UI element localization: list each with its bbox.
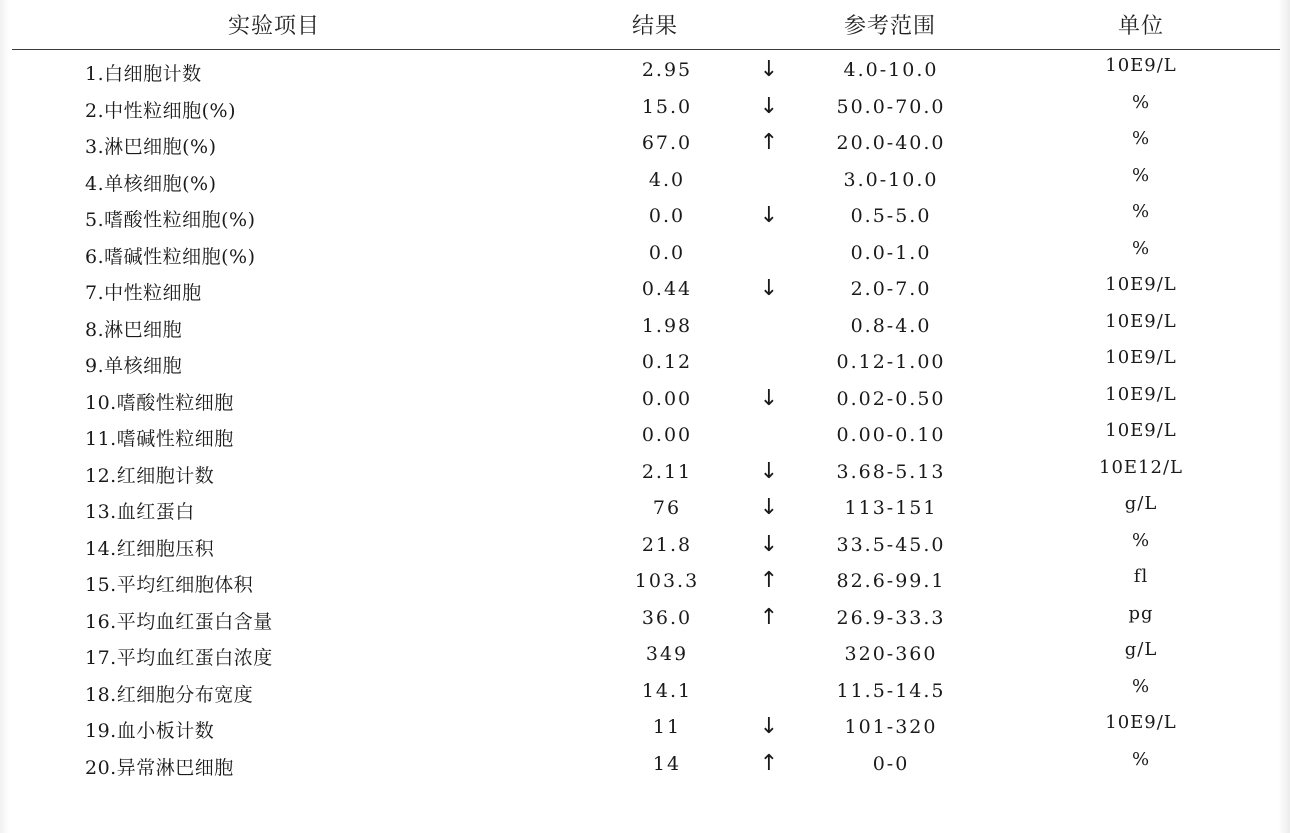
result-value: 0.0 <box>648 241 686 264</box>
item-name: 2.中性粒细胞(%) <box>85 99 237 122</box>
table-row <box>0 709 1290 746</box>
reference-range: 0.0-1.0 <box>850 241 932 264</box>
table-row <box>0 125 1290 162</box>
reference-range: 3.0-10.0 <box>843 168 939 191</box>
table-row <box>0 89 1290 126</box>
reference-range: 26.9-33.3 <box>836 606 946 629</box>
table-row <box>0 563 1290 600</box>
flag-arrow-icon: ↑ <box>759 568 779 593</box>
item-name: 14.红细胞压积 <box>85 537 215 560</box>
unit-label: 10E9/L <box>1105 712 1177 733</box>
flag-arrow-icon: ↓ <box>759 93 779 119</box>
unit-label: 10E12/L <box>1099 456 1183 478</box>
item-name: 18.红细胞分布宽度 <box>85 683 254 706</box>
item-name: 19.血小板计数 <box>85 720 215 742</box>
table-row <box>0 417 1290 454</box>
reference-range: 0.00-0.10 <box>836 424 946 446</box>
result-value: 21.8 <box>641 533 693 556</box>
reference-range: 320-360 <box>844 643 938 665</box>
result-value: 14.1 <box>641 679 693 702</box>
reference-range: 20.0-40.0 <box>836 132 946 154</box>
item-name: 12.红细胞计数 <box>85 464 215 487</box>
item-name: 7.中性粒细胞 <box>85 282 202 304</box>
unit-label: % <box>1131 237 1151 259</box>
unit-label: 10E9/L <box>1105 347 1177 368</box>
reference-range: 4.0-10.0 <box>843 59 939 81</box>
table-row <box>0 198 1290 235</box>
reference-range: 0-0 <box>872 752 910 775</box>
table-row <box>0 162 1290 199</box>
item-name: 8.淋巴细胞 <box>85 318 183 341</box>
reference-range: 2.0-7.0 <box>850 278 932 300</box>
unit-label: % <box>1131 529 1151 551</box>
reference-range: 11.5-14.5 <box>836 679 946 702</box>
header-result: 结果 <box>631 14 679 39</box>
reference-range: 0.5-5.0 <box>850 205 932 227</box>
flag-arrow-icon: ↓ <box>759 714 779 739</box>
item-name: 10.嗜酸性粒细胞 <box>85 391 234 414</box>
flag-arrow-icon: ↑ <box>759 130 779 155</box>
flag-arrow-icon: ↓ <box>759 458 779 484</box>
item-name: 16.平均血红蛋白含量 <box>85 610 273 633</box>
table-row <box>0 344 1290 381</box>
result-value: 36.0 <box>641 606 693 629</box>
table-row <box>0 235 1290 272</box>
unit-label: % <box>1131 164 1151 186</box>
item-name: 3.淋巴细胞(%) <box>85 136 217 158</box>
unit-label: % <box>1131 201 1151 222</box>
table-row <box>0 746 1290 783</box>
flag-arrow-icon: ↓ <box>759 385 779 411</box>
result-value: 0.44 <box>641 278 693 300</box>
unit-label: pg <box>1128 602 1154 624</box>
item-name: 6.嗜碱性粒细胞(%) <box>85 245 256 268</box>
result-value: 103.3 <box>634 570 700 592</box>
unit-label: 10E9/L <box>1105 274 1177 295</box>
unit-label: 10E9/L <box>1105 55 1177 76</box>
result-value: 0.00 <box>641 424 693 446</box>
unit-label: g/L <box>1124 493 1158 514</box>
reference-range: 113-151 <box>844 497 938 519</box>
result-value: 0.0 <box>648 205 686 227</box>
reference-range: 0.02-0.50 <box>836 387 946 410</box>
unit-label: % <box>1131 675 1151 697</box>
reference-range: 33.5-45.0 <box>836 533 946 556</box>
header-unit: 单位 <box>1117 14 1165 39</box>
unit-label: % <box>1131 128 1151 149</box>
item-name: 5.嗜酸性粒细胞(%) <box>85 209 256 231</box>
table-row <box>0 490 1290 527</box>
table-row <box>0 381 1290 418</box>
flag-arrow-icon: ↑ <box>759 750 779 776</box>
result-value: 15.0 <box>641 95 693 118</box>
flag-arrow-icon: ↓ <box>759 203 779 228</box>
item-name: 9.单核细胞 <box>85 355 183 377</box>
result-value: 349 <box>645 643 689 665</box>
unit-label: fl <box>1133 566 1149 587</box>
table-row <box>0 52 1290 89</box>
results-table <box>0 52 1290 782</box>
table-header <box>0 0 1290 50</box>
result-value: 4.0 <box>648 168 686 191</box>
table-row <box>0 527 1290 564</box>
result-value: 2.95 <box>641 59 693 81</box>
unit-label: g/L <box>1124 639 1158 660</box>
reference-range: 101-320 <box>844 716 938 738</box>
result-value: 11 <box>652 716 682 738</box>
result-value: 14 <box>652 752 682 775</box>
table-row <box>0 271 1290 308</box>
table-row <box>0 636 1290 673</box>
item-name: 11.嗜碱性粒细胞 <box>85 428 234 450</box>
flag-arrow-icon: ↑ <box>759 604 779 630</box>
item-name: 20.异常淋巴细胞 <box>85 756 234 779</box>
reference-range: 50.0-70.0 <box>836 95 946 118</box>
unit-label: 10E9/L <box>1105 310 1177 332</box>
flag-arrow-icon: ↓ <box>759 495 779 520</box>
reference-range: 3.68-5.13 <box>836 460 946 483</box>
table-row <box>0 454 1290 491</box>
unit-label: 10E9/L <box>1105 383 1177 405</box>
flag-arrow-icon: ↓ <box>759 531 779 557</box>
header-range: 参考范围 <box>843 14 937 39</box>
unit-label: 10E9/L <box>1105 420 1177 441</box>
item-name: 4.单核细胞(%) <box>85 172 217 195</box>
result-value: 0.00 <box>641 387 693 410</box>
table-row <box>0 673 1290 710</box>
result-value: 67.0 <box>641 132 693 154</box>
reference-range: 0.8-4.0 <box>850 314 932 337</box>
result-value: 76 <box>652 497 682 519</box>
unit-label: % <box>1131 748 1151 770</box>
header-item: 实验项目 <box>227 14 321 39</box>
table-row <box>0 308 1290 345</box>
flag-arrow-icon: ↓ <box>759 57 779 82</box>
header-divider <box>12 49 1280 50</box>
flag-arrow-icon: ↓ <box>759 276 779 301</box>
table-row <box>0 600 1290 637</box>
reference-range: 0.12-1.00 <box>836 351 946 373</box>
item-name: 1.白细胞计数 <box>85 63 202 85</box>
result-value: 1.98 <box>641 314 693 337</box>
reference-range: 82.6-99.1 <box>836 570 946 592</box>
unit-label: % <box>1131 91 1151 113</box>
item-name: 15.平均红细胞体积 <box>85 574 254 596</box>
result-value: 0.12 <box>641 351 693 373</box>
item-name: 17.平均血红蛋白浓度 <box>85 647 273 669</box>
result-value: 2.11 <box>641 460 693 483</box>
item-name: 13.血红蛋白 <box>85 501 195 523</box>
